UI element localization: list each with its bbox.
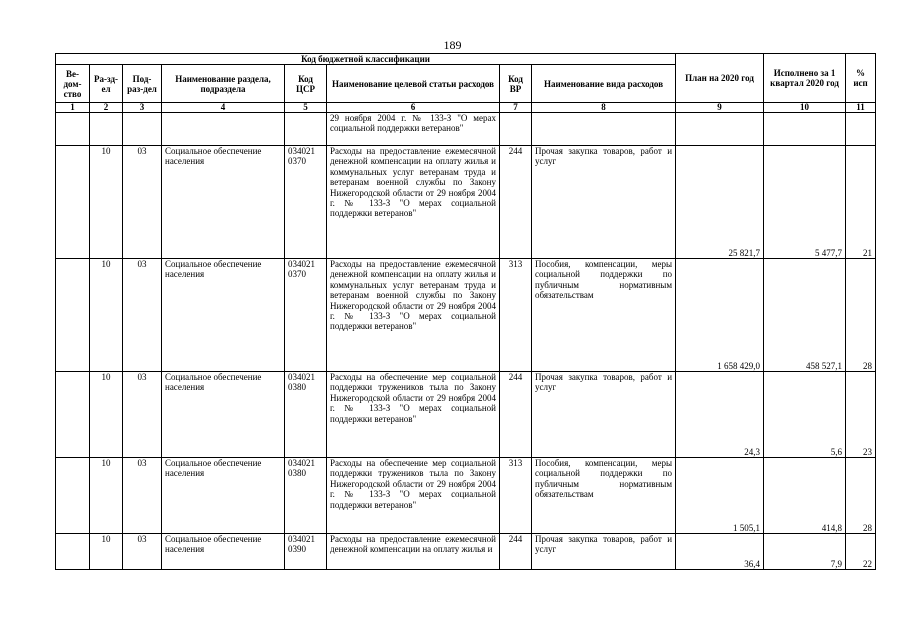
- cell-expense: [532, 113, 676, 146]
- cell-vedomstvo: [56, 372, 90, 458]
- cell-plan: 1 658 429,0: [676, 259, 764, 372]
- column-number: 9: [676, 103, 764, 113]
- cell-razdel: 10: [90, 372, 123, 458]
- page-number: 189: [443, 38, 462, 52]
- cell-vedomstvo: [56, 113, 90, 146]
- cell-section: Социальное обеспечение населения: [162, 146, 285, 259]
- cell-csr: 034021 0380: [285, 458, 327, 534]
- cell-podrazdel: [123, 113, 162, 146]
- cell-done: 5,6: [764, 372, 846, 458]
- cell-pct: 23: [846, 372, 876, 458]
- cell-plan: 1 505,1: [676, 458, 764, 534]
- cell-podrazdel: 03: [123, 372, 162, 458]
- cell-section: Социальное обеспечение населения: [162, 534, 285, 570]
- cell-plan: 36,4: [676, 534, 764, 570]
- budget-classification-header: Код бюджетной классификации: [56, 54, 676, 65]
- cell-target: Расходы на предоставление ежемесячной денежной компенсации на оплату жилья и коммунальных услуг ветеранам труда и ветеранам военной службы по Закону Нижегородской области от 29 ноября 2004 г. № 133-З "О мерах социальной поддержки ветеранов": [327, 259, 500, 372]
- cell-vedomstvo: [56, 259, 90, 372]
- column-number: 6: [327, 103, 500, 113]
- cell-target: 29 ноября 2004 г. № 133-З "О мерах социальной поддержки ветеранов": [327, 113, 500, 146]
- cell-done: [764, 113, 846, 146]
- cell-vr: 244: [500, 372, 532, 458]
- cell-csr: 034021 0370: [285, 259, 327, 372]
- cell-expense: Прочая закупка товаров, работ и услуг: [532, 534, 676, 570]
- cell-expense: Прочая закупка товаров, работ и услуг: [532, 372, 676, 458]
- header-vedomstvo: Ве-дом-ство: [56, 65, 90, 103]
- cell-vedomstvo: [56, 146, 90, 259]
- cell-section: Социальное обеспечение населения: [162, 259, 285, 372]
- cell-expense: Пособия, компенсации, меры социальной поддержки по публичным нормативным обязательствам: [532, 259, 676, 372]
- cell-razdel: 10: [90, 458, 123, 534]
- cell-done: 7,9: [764, 534, 846, 570]
- cell-target: Расходы на предоставление ежемесячной денежной компенсации на оплату жилья и: [327, 534, 500, 570]
- column-number: 7: [500, 103, 532, 113]
- cell-vr: 313: [500, 259, 532, 372]
- cell-csr: 034021 0390: [285, 534, 327, 570]
- cell-target: Расходы на обеспечение мер социальной поддержки тружеников тыла по Закону Нижегородской области от 29 ноября 2004 г. № 133-З "О мерах социальной поддержки ветеранов": [327, 372, 500, 458]
- table-row: [56, 534, 876, 570]
- cell-razdel: [90, 113, 123, 146]
- cell-pct: [846, 113, 876, 146]
- column-number: 11: [846, 103, 876, 113]
- table-row: [56, 458, 876, 534]
- cell-vedomstvo: [56, 534, 90, 570]
- column-number: 3: [123, 103, 162, 113]
- column-number: 2: [90, 103, 123, 113]
- cell-target: Расходы на обеспечение мер социальной поддержки тружеников тыла по Закону Нижегородской области от 29 ноября 2004 г. № 133-З "О мерах социальной поддержки ветеранов": [327, 458, 500, 534]
- cell-plan: 25 821,7: [676, 146, 764, 259]
- cell-podrazdel: 03: [123, 458, 162, 534]
- cell-razdel: 10: [90, 534, 123, 570]
- table-row: [56, 146, 876, 259]
- cell-pct: 28: [846, 458, 876, 534]
- column-number: 5: [285, 103, 327, 113]
- cell-target: Расходы на предоставление ежемесячной денежной компенсации на оплату жилья и коммунальных услуг ветеранам труда и ветеранам военной службы по Закону Нижегородской области от 29 ноября 2004 г. № 133-З "О мерах социальной поддержки ветеранов": [327, 146, 500, 259]
- header-target-name: Наименование целевой статьи расходов: [327, 65, 500, 103]
- column-number: 10: [764, 103, 846, 113]
- cell-vr: 244: [500, 534, 532, 570]
- cell-vr: 244: [500, 146, 532, 259]
- cell-done: 414,8: [764, 458, 846, 534]
- table-row: [56, 113, 876, 146]
- cell-pct: 28: [846, 259, 876, 372]
- header-vr: Код ВР: [500, 65, 532, 103]
- cell-section: [162, 113, 285, 146]
- table-row: [56, 259, 876, 372]
- cell-section: Социальное обеспечение населения: [162, 458, 285, 534]
- cell-razdel: 10: [90, 146, 123, 259]
- cell-razdel: 10: [90, 259, 123, 372]
- header-pct: % исп: [846, 54, 876, 103]
- header-razdel: Ра-зд-ел: [90, 65, 123, 103]
- cell-podrazdel: 03: [123, 146, 162, 259]
- cell-plan: [676, 113, 764, 146]
- cell-vedomstvo: [56, 458, 90, 534]
- cell-done: 5 477,7: [764, 146, 846, 259]
- header-expense-type: Наименование вида расходов: [532, 65, 676, 103]
- header-section-name: Наименование раздела, подраздела: [162, 65, 285, 103]
- cell-expense: Пособия, компенсации, меры социальной поддержки по публичным нормативным обязательствам: [532, 458, 676, 534]
- budget-execution-table: [55, 53, 876, 570]
- cell-csr: 034021 0380: [285, 372, 327, 458]
- header-done: Исполнено за 1 квартал 2020 год: [764, 54, 846, 103]
- cell-podrazdel: 03: [123, 259, 162, 372]
- cell-pct: 21: [846, 146, 876, 259]
- column-number: 1: [56, 103, 90, 113]
- cell-done: 458 527,1: [764, 259, 846, 372]
- cell-vr: [500, 113, 532, 146]
- cell-plan: 24,3: [676, 372, 764, 458]
- cell-pct: 22: [846, 534, 876, 570]
- header-csr: Код ЦСР: [285, 65, 327, 103]
- column-number: 8: [532, 103, 676, 113]
- header-podrazdel: Под-раз-дел: [123, 65, 162, 103]
- cell-section: Социальное обеспечение населения: [162, 372, 285, 458]
- cell-podrazdel: 03: [123, 534, 162, 570]
- header-plan: План на 2020 год: [676, 54, 764, 103]
- column-number: 4: [162, 103, 285, 113]
- cell-vr: 313: [500, 458, 532, 534]
- cell-csr: 034021 0370: [285, 146, 327, 259]
- cell-csr: [285, 113, 327, 146]
- table-row: [56, 372, 876, 458]
- cell-expense: Прочая закупка товаров, работ и услуг: [532, 146, 676, 259]
